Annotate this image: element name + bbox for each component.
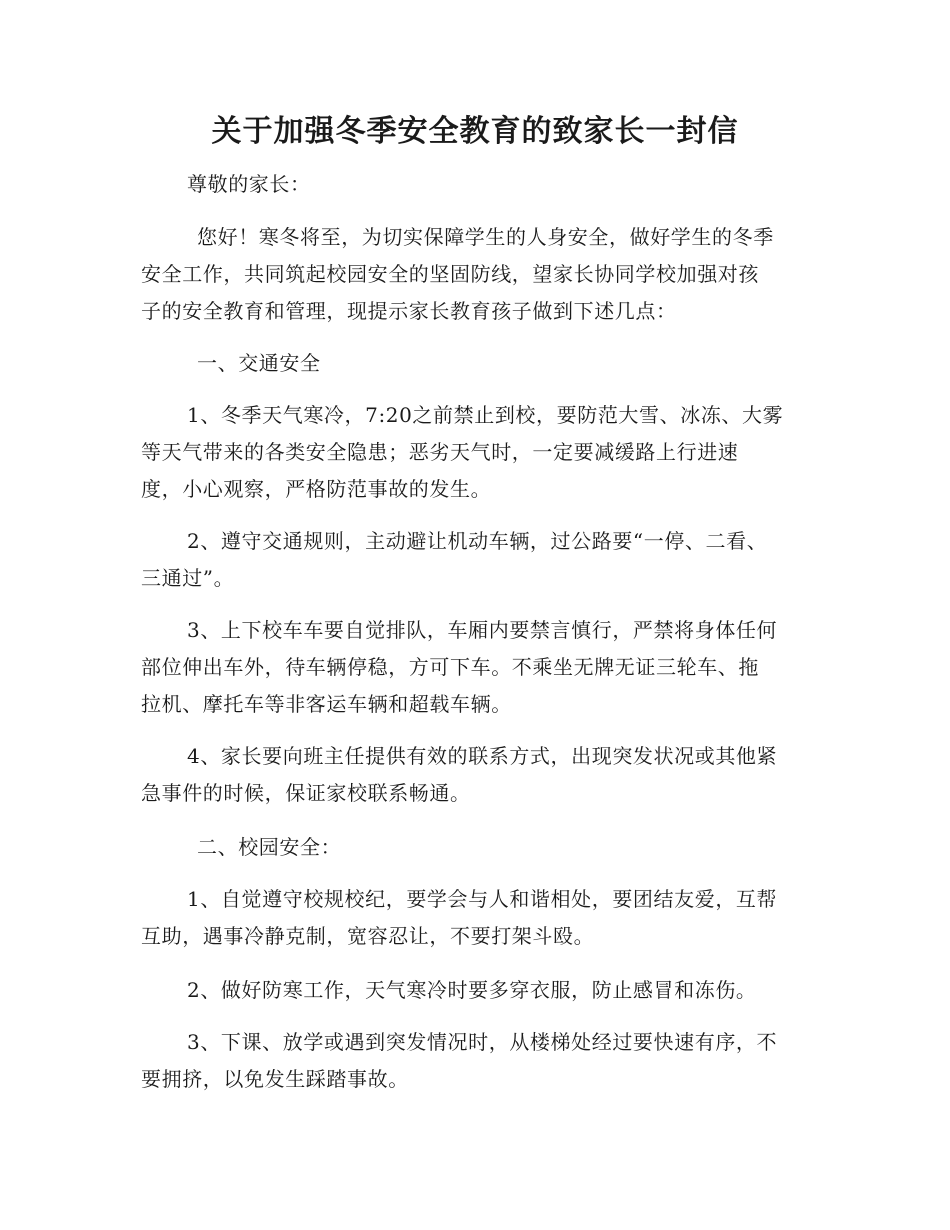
traffic-item-4-line-1: 4、家长要向班主任提供有效的联系方式，出现突发状况或其他紧 [187, 744, 778, 768]
campus-item-3-line-2: 要拥挤，以免发生踩踏事故。 [141, 1067, 409, 1091]
traffic-item-3-line-2: 部位伸出车外，待车辆停稳，方可下车。不乘坐无牌无证三轮车、拖 [141, 655, 759, 679]
traffic-item-3-line-3: 拉机、摩托车等非客运车辆和超载车辆。 [141, 692, 512, 716]
campus-item-1-line-1: 1、自觉遵守校规校纪，要学会与人和谐相处，要团结友爱，互帮 [187, 887, 778, 911]
intro-line-1: 您好！寒冬将至，为切实保障学生的人身安全，做好学生的冬季 [197, 225, 774, 249]
salutation: 尊敬的家长： [187, 172, 311, 196]
traffic-item-2-line-1: 2、遵守交通规则，主动避让机动车辆，过公路要“一停、二看、 [187, 529, 768, 553]
campus-item-3-line-1: 3、下课、放学或遇到突发情况时，从楼梯处经过要快速有序，不 [187, 1030, 778, 1054]
document-title: 关于加强冬季安全教育的致家长一封信 [211, 114, 739, 149]
section-heading-traffic: 一、交通安全 [197, 351, 321, 375]
intro-line-3: 子的安全教育和管理，现提示家长教育孩子做到下述几点： [141, 299, 677, 323]
intro-line-2: 安全工作，共同筑起校园安全的坚固防线，望家长协同学校加强对孩 [141, 262, 759, 286]
traffic-item-1-line-2: 等天气带来的各类安全隐患；恶劣天气时，一定要减缓路上行进速 [141, 440, 739, 464]
traffic-item-1-line-1: 1、冬季天气寒冷，7:20之前禁止到校，要防范大雪、冰冻、大雾 [187, 403, 784, 427]
traffic-item-2-line-2: 三通过”。 [141, 566, 235, 590]
traffic-item-3-line-1: 3、上下校车车要自觉排队，车厢内要禁言慎行，严禁将身体任何 [187, 618, 778, 642]
campus-item-2-line-1: 2、做好防寒工作，天气寒冷时要多穿衣服，防止感冒和冻伤。 [187, 978, 757, 1002]
campus-item-1-line-2: 互助，遇事冷静克制，宽容忍让，不要打架斗殴。 [141, 924, 595, 948]
traffic-item-4-line-2: 急事件的时候，保证家校联系畅通。 [141, 781, 471, 805]
traffic-item-1-line-3: 度，小心观察，严格防范事故的发生。 [141, 477, 492, 501]
section-heading-campus: 二、校园安全： [197, 835, 342, 859]
